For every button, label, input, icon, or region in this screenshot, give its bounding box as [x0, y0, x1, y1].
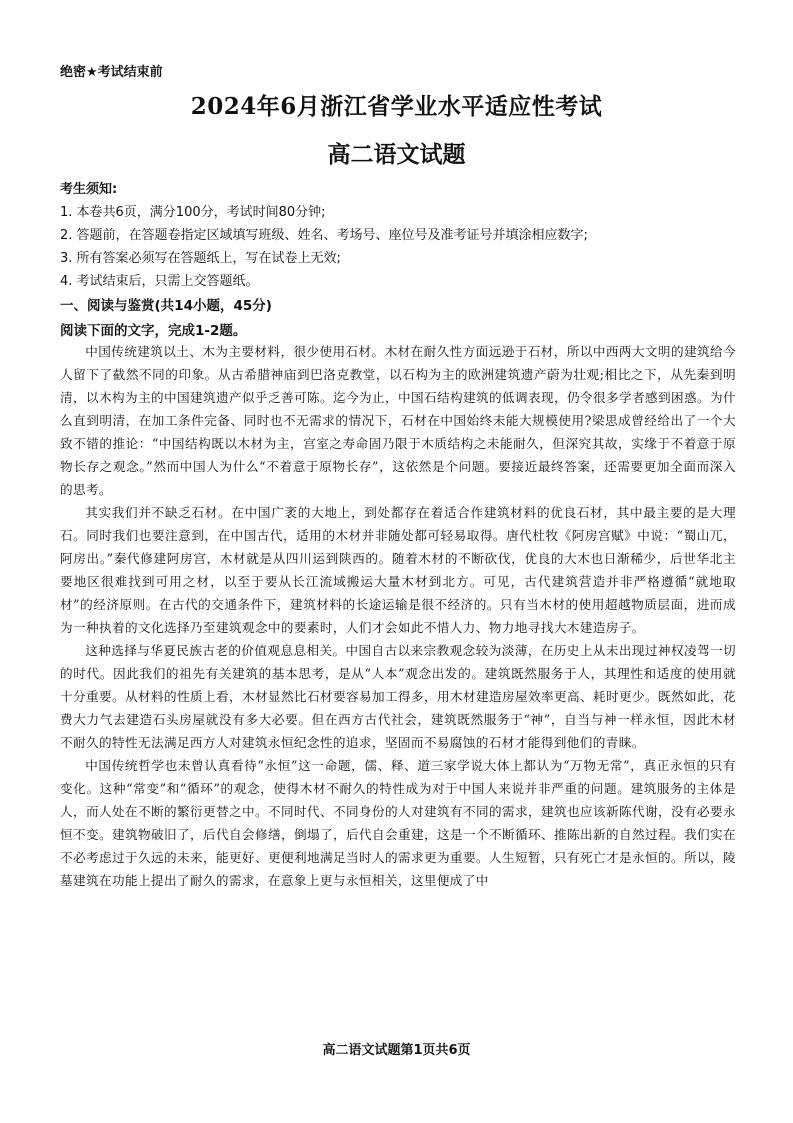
candidate-notice: [60, 179, 740, 293]
notice-item: 1. 本卷共6页，满分100分，考试时间80分钟;: [60, 205, 326, 220]
notice-item: 4. 考试结束后，只需上交答题纸。: [60, 274, 259, 289]
notice-heading: 考生须知:: [60, 182, 118, 197]
passage-paragraph: 这种选择与华夏民族古老的价值观息息相关。中国自古以来宗教观念较为淡薄，在历史上从未出现过神权凌驾一切的时代。因此我们的祖先有关建筑的基本思考，是从“人本”观念出发的。建筑既然服务于人，其理性和适度的使用就十分重要。从材料的性质上看，木材显然比石材要容易加工得多，用木材建造房屋效率更高、耗时更少。既然如此，花费大力气去建造石头房屋就没有多大必要。但在西方古代社会，建筑既然服务于“神”，自当与神一样永恒，因此木材不耐久的特性无法满足西方人对建筑永恒纪念性的追求，坚固而不易腐蚀的石材才能得到他们的青睐。: [60, 643, 736, 750]
notice-item: 3. 所有答案必须写在答题纸上，写在试卷上无效;: [60, 251, 341, 266]
reading-passage: [60, 340, 736, 892]
exam-title: 2024年6月浙江省学业水平适应性考试: [190, 93, 603, 120]
passage-paragraph: 中国传统建筑以土、木为主要材料，很少使用石材。木材在耐久性方面远逊于石材，所以中西两大文明的建筑给今人留下了截然不同的印象。从古希腊神庙到巴洛克教堂，以石构为主的欧洲建筑遗产蔚为壮观;相比之下，从先秦到明清，以木构为主的中国建筑遗产似乎乏善可陈。迄今为止，中国石结构建筑的低调表现，仍令很多学者感到困惑。为什么直到明清，在加工条件完备、同时也不无需求的情况下，石材在中国始终未能大规模使用?梁思成曾经给出了一个大致不错的推论：“中国结构既以木材为主，宫室之寿命固乃限于木质结构之未能耐久，但深究其故，实缘于不着意于原物长存之观念。”然而中国人为什么“不着意于原物长存”，这依然是个问题。要接近最终答案，还需要更加全面而深入的思考。: [60, 344, 736, 497]
passage-paragraph: 中国传统哲学也未曾认真看待“永恒”这一命题，儒、释、道三家学说大体上都认为“万物无常”，真正永恒的只有变化。这种“常变”和“循环”的观念，使得木材不耐久的特性成为对于中国人来说并非严重的问题。建筑服务的主体是人，而人处在不断的繁衍更替之中。不同时代、不同身份的人对建筑有不同的需求，建筑也应该新陈代谢，没有必要永恒不变。建筑物破旧了，后代自会修缮，倒塌了，后代自会重建，这是一个不断循环、推陈出新的自然过程。我们实在不必考虑过于久远的未来，能更好、更便利地满足当时人的需求更为重要。人生短暂，只有死亡才是永恒的。所以，陵墓建筑在功能上提出了耐久的需求，在意象上更与永恒相关，这里便成了中: [60, 758, 736, 888]
reading-instruction: 阅读下面的文字，完成1-2题。: [60, 323, 247, 339]
notice-item: 2. 答题前，在答题卷指定区域填写班级、姓名、考场号、座位号及准考证号并填涂相应数字;: [60, 228, 588, 243]
passage-paragraph: 其实我们并不缺乏石材。在中国广袤的大地上，到处都存在着适合作建筑材料的优良石材，其中最主要的是大理石。同时我们也要注意到，在中国古代，适用的木材并非随处都可轻易取得。唐代杜牧《阿房宫赋》中说：“蜀山兀，阿房出。”秦代修建阿房宫，木材就是从四川运到陕西的。随着木材的不断砍伐，优良的大木也日渐稀少，后世华北主要地区很难找到可用之材，以至于要从长江流域搬运大量木材到北方。可见，古代建筑营造并非严格遵循“就地取材”的经济原则。在古代的交通条件下，建筑材料的长途运输是很不经济的。只有当木材的使用超越物质层面，进而成为一种执着的文化选择乃至建筑观念中的要素时，人们才会如此不惜人力、物力地寻找大木建造房子。: [60, 505, 736, 635]
page-footer: 高二语文试题第1页共6页: [322, 1043, 471, 1058]
confidential-label: 绝密★考试结束前: [60, 65, 163, 80]
section-heading: 一、阅读与鉴赏(共14小题，45分): [60, 298, 272, 314]
exam-subtitle: 高二语文试题: [327, 141, 466, 168]
